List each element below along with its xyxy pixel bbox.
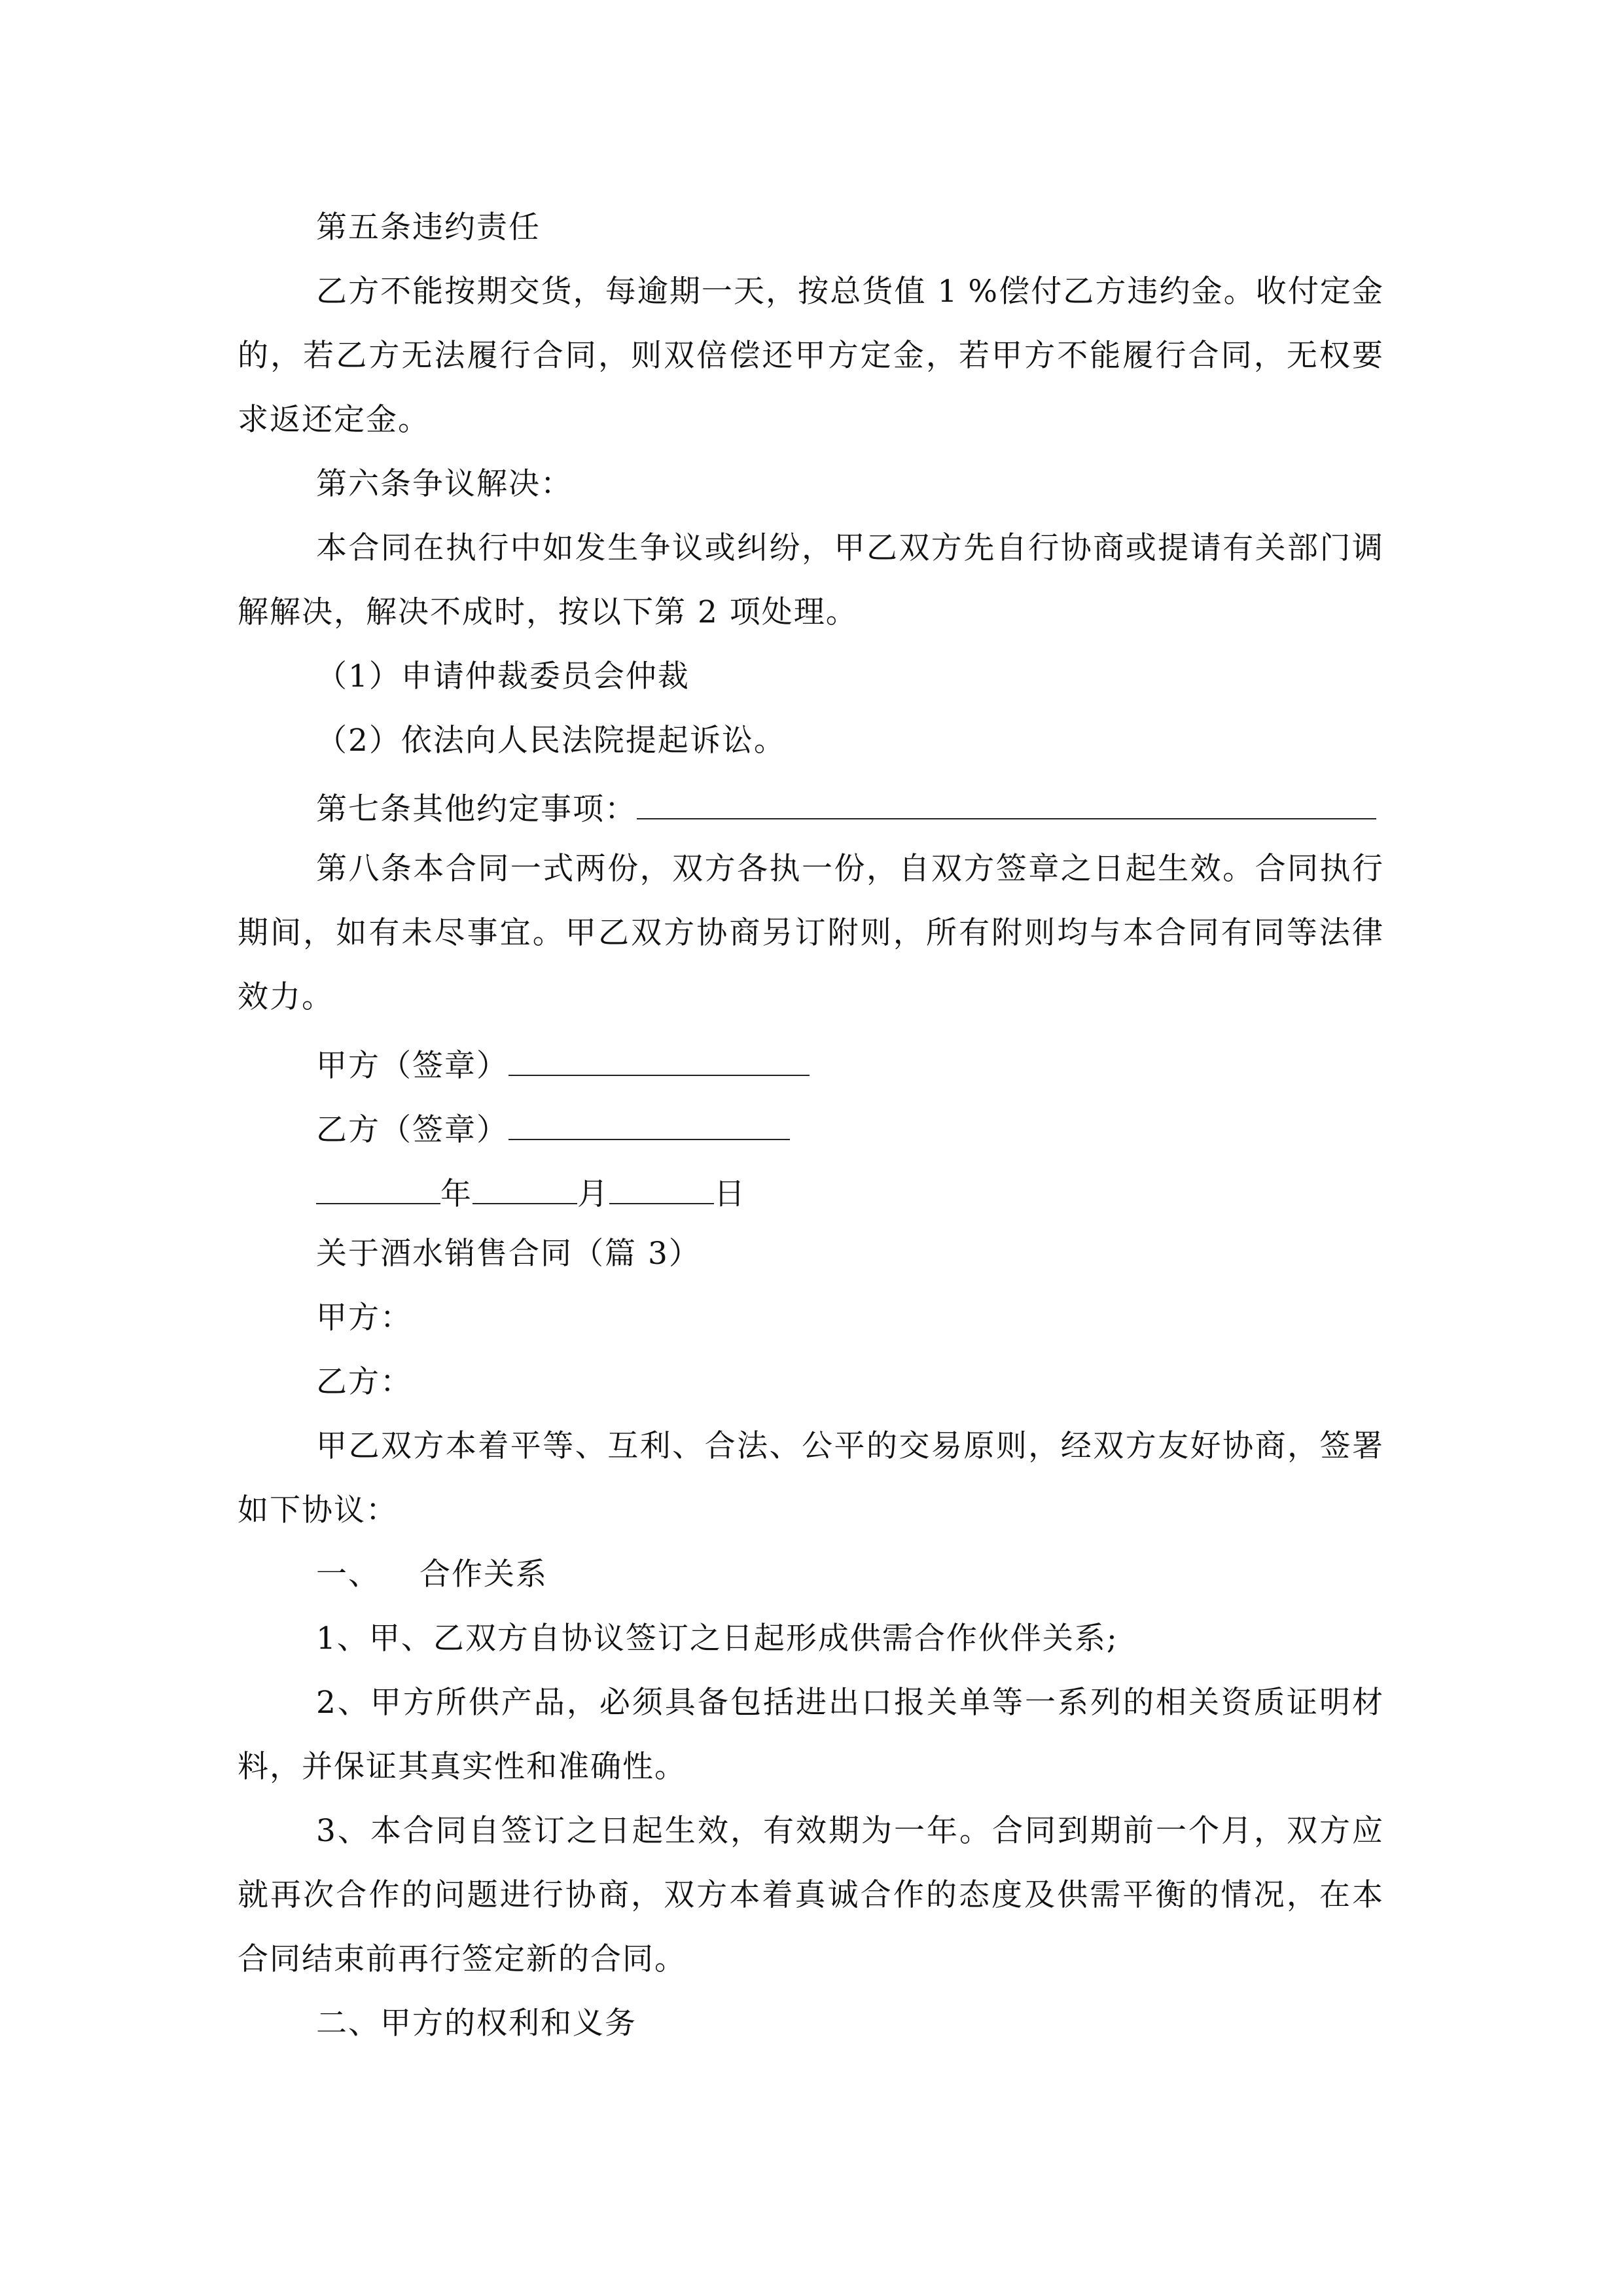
article8-line-3: 效力。	[238, 979, 334, 1015]
article8-line-1: 第八条本合同一式两份，双方各执一份，自双方签章之日起生效。合同执行	[316, 851, 1383, 887]
contract3-party-a: 甲方：	[316, 1300, 412, 1336]
contract3-intro-line-2: 如下协议：	[238, 1492, 398, 1528]
article6-option-1: （1）申请仲裁委员会仲裁	[316, 658, 690, 694]
day-label: 日	[714, 1176, 746, 1212]
section2-heading: 二、甲方的权利和义务	[316, 2005, 637, 2041]
item2-line-1: 2、甲方所供产品，必须具备包括进出口报关单等一系列的相关资质证明材	[316, 1685, 1383, 1721]
section1-title: 合作关系	[419, 1556, 548, 1592]
contract3-intro-line-1: 甲乙双方本着平等、互利、合法、公平的交易原则，经双方友好协商，签署	[316, 1428, 1383, 1464]
item3-line-2: 就再次合作的问题进行协商，双方本着真诚合作的态度及供需平衡的情况，在本	[238, 1877, 1383, 1913]
article5-line-2: 的，若乙方无法履行合同，则双倍偿还甲方定金，若甲方不能履行合同，无权要	[238, 338, 1383, 374]
section1-heading	[316, 1555, 548, 1594]
article6-line-1: 本合同在执行中如发生争议或纠纷，甲乙双方先自行协商或提请有关部门调	[316, 530, 1383, 566]
item3-line-3: 合同结束前再行签定新的合同。	[238, 1941, 687, 1977]
article5-line-3: 求返还定金。	[238, 402, 430, 438]
party-b-signature-row	[316, 1106, 790, 1150]
article6-heading: 第六条争议解决：	[316, 466, 573, 502]
item3-line-1: 3、本合同自签订之日起生效，有效期为一年。合同到期前一个月，双方应	[316, 1813, 1383, 1849]
item1: 1、甲、乙双方自协议签订之日起形成供需合作伙伴关系;	[316, 1621, 1118, 1657]
article7-blank-line	[637, 785, 1376, 819]
article5-heading: 第五条违约责任	[316, 209, 541, 245]
year-blank	[316, 1170, 440, 1204]
article6-line-2: 解解决，解决不成时，按以下第 2 项处理。	[238, 594, 858, 630]
signature-date-row	[316, 1170, 746, 1214]
party-b-signature-blank	[508, 1106, 790, 1140]
contract3-title: 关于酒水销售合同（篇 3）	[316, 1236, 701, 1272]
article8-line-2: 期间，如有未尽事宜。甲乙双方协商另订附则，所有附则均与本合同有同等法律	[238, 915, 1383, 951]
article5-line-1: 乙方不能按期交货，每逾期一天，按总货值 1 %偿付乙方违约金。收付定金	[316, 274, 1383, 310]
article7-label: 第七条其他约定事项：	[316, 791, 637, 827]
article6-option-2: （2）依法向人民法院提起诉讼。	[316, 723, 786, 759]
article7-row	[316, 785, 1376, 829]
month-label: 月	[577, 1176, 609, 1212]
party-a-signature-label: 甲方（签章）	[316, 1048, 508, 1084]
day-blank	[609, 1170, 714, 1204]
section1-number: 一、	[316, 1556, 380, 1592]
contract3-party-b: 乙方：	[316, 1364, 412, 1400]
item2-line-2: 料，并保证其真实性和准确性。	[238, 1749, 687, 1785]
party-b-signature-label: 乙方（签章）	[316, 1112, 508, 1148]
month-blank	[473, 1170, 577, 1204]
party-a-signature-blank	[508, 1042, 810, 1076]
party-a-signature-row	[316, 1042, 810, 1086]
year-label: 年	[440, 1176, 473, 1212]
